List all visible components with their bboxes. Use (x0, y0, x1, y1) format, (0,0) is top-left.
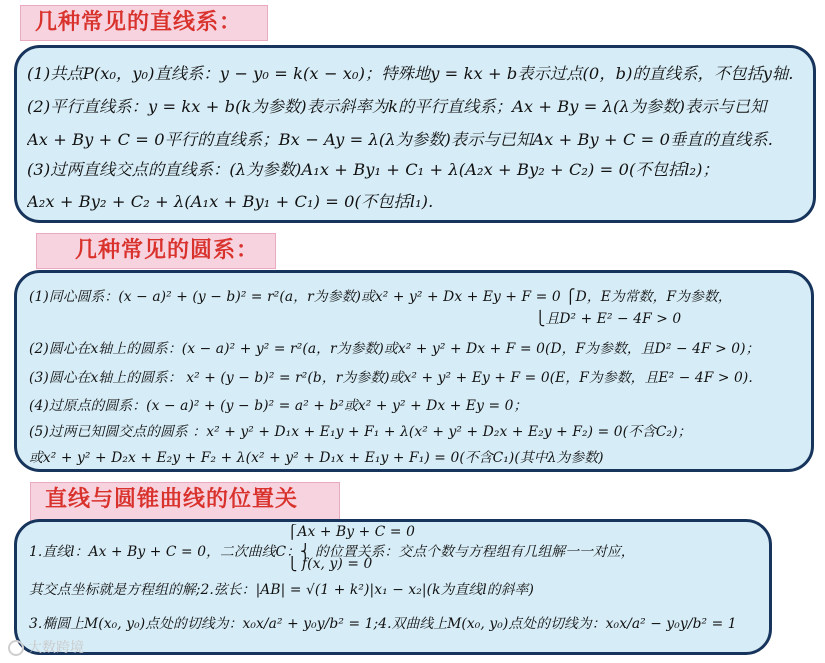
text-line: (2)平行直线系：y = kx + b(k为参数)表示斜率为k的平行直线系；Ax + By = λ(λ为参数)表示与已知 (27, 97, 767, 116)
text-line: (3)圆心在x轴上的圆系： x² + (y − b)² = r²(b，r为参数)或x² + y² + Ey + F = 0(E，F为参数，且E² − 4F > 0). (29, 370, 753, 386)
section-box-conics (14, 519, 772, 655)
watermark-logo-icon (8, 640, 24, 656)
text-line: ⎩ f(x, y) = 0 (287, 556, 373, 572)
text-line: (2)圆心在x轴上的圆系：(x − a)² + y² = r²(a，r为参数)或x² + y² + Dx + F = 0(D，F为参数，且D² − 4F > 0)； (29, 341, 760, 357)
text-line: (4)过原点的圆系：(x − a)² + (y − b)² = a² + b²或x² + y² + Dx + Ey = 0； (29, 398, 528, 414)
watermark-text: 大数跨境 (28, 640, 84, 656)
section-title-circles: 几种常见的圆系： (36, 233, 276, 269)
text-line: 1.直线l：Ax + By + C = 0，二次曲线C：⎨ 的位置关系：交点个数与方程组有几组解一一对应， (29, 544, 635, 560)
text-line: ⎧Ax + By + C = 0 (287, 524, 415, 540)
section-box-lines (14, 45, 816, 223)
text-line: 或x² + y² + D₂x + E₂y + F₂ + λ(x² + y² + D₁x + E₁y + F₁) = 0(不含C₁)(其中λ为参数) (29, 450, 604, 466)
text-line: (1)共点P(x₀，y₀)直线系：y − y₀ = k(x − x₀)；特殊地y = kx + b表示过点(0，b)的直线系，不包括y轴. (27, 64, 794, 83)
text-line: (5)过两已知圆交点的圆系 ：x² + y² + D₁x + E₁y + F₁ + λ(x² + y² + D₂x + E₂y + F₂) = 0(不含C₂)； (29, 424, 692, 440)
text-line: (1)同心圆系：(x − a)² + (y − b)² = r²(a，r为参数)或x² + y² + Dx + Ey + F = 0 ⎧D，E为常数，F为参数， (29, 289, 732, 305)
text-line: 其交点坐标就是方程组的解;2.弦长：|AB| = √(1 + k²)|x₁ − x₂|(k为直线l的斜率) (29, 582, 534, 598)
section-box-circles (14, 270, 814, 472)
text-line: (3)过两直线交点的直线系：(λ为参数)A₁x + By₁ + C₁ + λ(A₂x + By₂ + C₂) = 0(不包括l₂)； (27, 160, 719, 179)
text-line: Ax + By + C = 0平行的直线系；Bx − Ay = λ(λ为参数)表示与已知Ax + By + C = 0垂直的直线系. (27, 130, 773, 149)
text-line: 3.椭圆上M(x₀, y₀)点处的切线为：x₀x/a² + y₀y/b² = 1;4.双曲线上M(x₀, y₀)点处的切线为：x₀x/a² − y₀y/b² = 1 (29, 616, 737, 632)
section-title-lines: 几种常见的直线系： (20, 5, 268, 41)
text-line: A₂x + By₂ + C₂ + λ(A₁x + By₁ + C₁) = 0(不包括l₁). (27, 192, 434, 211)
watermark (8, 637, 84, 657)
section-title-conics: 直线与圆锥曲线的位置关 (30, 482, 340, 552)
text-line: ⎩且D² + E² − 4F > 0 (535, 311, 682, 327)
